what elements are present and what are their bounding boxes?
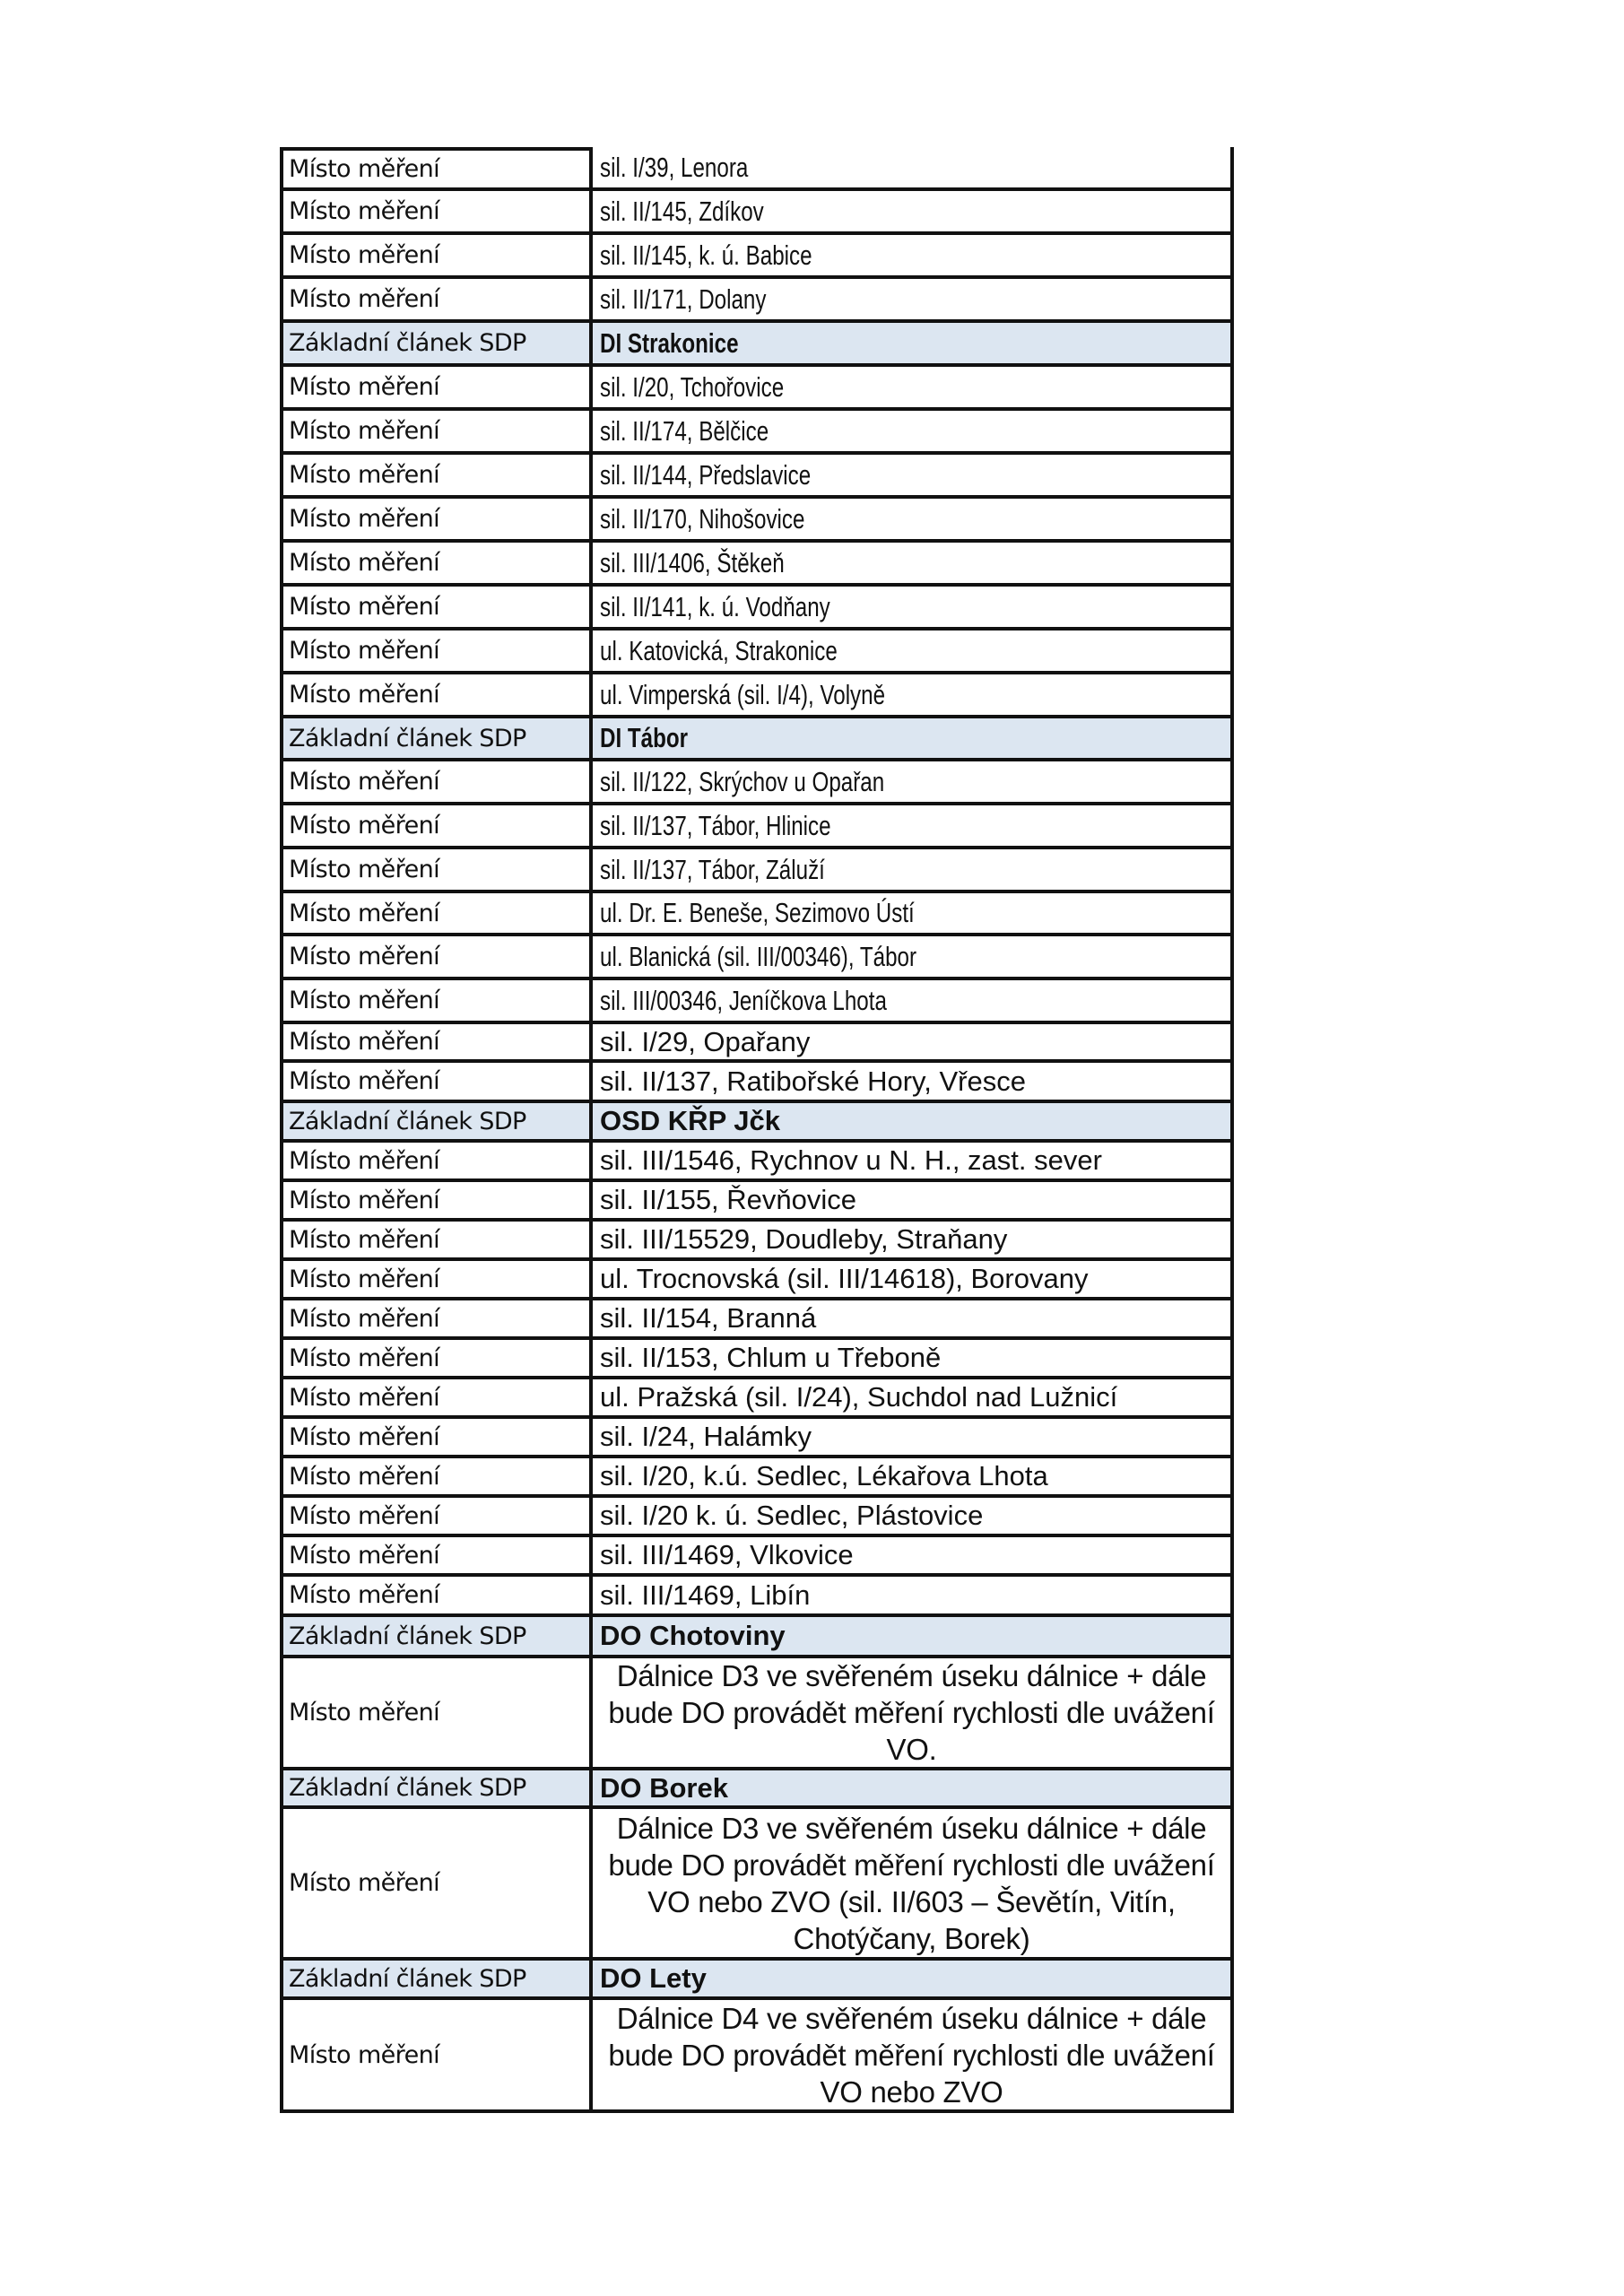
location-value: ul. Pražská (sil. I/24), Suchdol nad Lužnicí [600, 1381, 1118, 1413]
section-row [280, 1961, 1234, 2000]
table-row [280, 893, 1234, 936]
table-row [280, 936, 1234, 980]
location-value: sil. III/1469, Libín [600, 1578, 811, 1611]
location-value: sil. II/145, k. ú. Babice [600, 239, 812, 271]
section-label-cell [280, 1103, 589, 1143]
location-value: sil. II/137, Tábor, Hlinice [600, 809, 831, 841]
table-row [280, 499, 1234, 543]
location-label-cell [280, 367, 589, 411]
section-row [280, 718, 1234, 761]
row-label: Místo měření [289, 768, 439, 796]
location-label-cell [280, 279, 589, 323]
section-name-cell [589, 1770, 1234, 1809]
row-label: Základní článek SDP [289, 1107, 526, 1135]
location-label-cell [280, 849, 589, 893]
row-label: Základní článek SDP [289, 724, 526, 752]
row-label: Místo měření [289, 1344, 439, 1372]
section-label-cell [280, 1770, 589, 1809]
location-label-cell [280, 1300, 589, 1340]
location-description [608, 1658, 1214, 1768]
table-row [280, 1419, 1234, 1458]
location-value: sil. II/141, k. ú. Vodňany [600, 590, 830, 622]
location-label-cell [280, 761, 589, 805]
location-label-cell [280, 1379, 589, 1419]
row-label: Místo měření [289, 2040, 439, 2069]
location-label-cell [280, 2000, 589, 2113]
location-value-cell [589, 1809, 1234, 1961]
section-row [280, 323, 1234, 367]
location-value: sil. II/153, Chlum u Třeboně [600, 1342, 942, 1373]
location-value: sil. III/1546, Rychnov u N. H., zast. sever [600, 1144, 1102, 1176]
location-value-cell [589, 1143, 1234, 1182]
location-label-cell [280, 1024, 589, 1063]
location-value-cell [589, 1498, 1234, 1537]
row-label: Místo měření [289, 241, 439, 269]
location-value: sil. I/29, Opařany [600, 1025, 811, 1057]
location-value-cell [589, 761, 1234, 805]
table-row [280, 543, 1234, 587]
measurement-locations-table [280, 147, 1234, 2113]
table-row [280, 1063, 1234, 1103]
location-value-cell [589, 587, 1234, 631]
location-label-cell [280, 674, 589, 718]
row-label: Místo měření [289, 856, 439, 883]
table-row [280, 1182, 1234, 1222]
table-row [280, 1577, 1234, 1617]
row-label: Místo měření [289, 1304, 439, 1333]
location-label-cell [280, 543, 589, 587]
location-label-cell [280, 1222, 589, 1261]
location-value-cell [589, 191, 1234, 235]
row-label: Místo měření [289, 1146, 439, 1175]
section-row [280, 1617, 1234, 1658]
row-label: Místo měření [289, 593, 439, 621]
location-label-cell [280, 587, 589, 631]
location-value-cell [589, 411, 1234, 455]
table-row [280, 1340, 1234, 1379]
location-value-cell [589, 1300, 1234, 1340]
location-label-cell [280, 805, 589, 849]
row-label: Místo měření [289, 461, 439, 489]
table-row [280, 191, 1234, 235]
location-value-cell [589, 1024, 1234, 1063]
location-label-cell [280, 1498, 589, 1537]
table-row [280, 980, 1234, 1024]
table-row [280, 849, 1234, 893]
row-label: Místo měření [289, 285, 439, 313]
location-value-cell [589, 631, 1234, 674]
row-label: Místo měření [289, 1581, 439, 1609]
section-name-cell [589, 323, 1234, 367]
row-label: Místo měření [289, 417, 439, 445]
table-row [280, 587, 1234, 631]
location-label-cell [280, 235, 589, 279]
location-value: sil. I/24, Halámky [600, 1421, 812, 1452]
description-line: bude DO provádět měření rychlosti dle uvážení [608, 1848, 1215, 1882]
row-label: Místo měření [289, 1462, 439, 1491]
description-line: bude DO provádět měření rychlosti dle uvážení [608, 1696, 1215, 1729]
row-label: Místo měření [289, 549, 439, 577]
location-value: ul. Blanická (sil. III/00346), Tábor [600, 940, 917, 972]
row-label: Místo měření [289, 637, 439, 665]
table-row [280, 631, 1234, 674]
table-row [280, 235, 1234, 279]
location-value: sil. II/137, Tábor, Záluží [600, 853, 825, 885]
table-row [280, 1658, 1234, 1770]
section-label-cell [280, 1961, 589, 2000]
description-line: Chotýčany, Borek) [793, 1921, 1030, 1955]
location-label-cell [280, 1063, 589, 1103]
location-value-cell [589, 980, 1234, 1024]
table-row [280, 1498, 1234, 1537]
location-value: sil. II/144, Předslavice [600, 458, 812, 491]
location-value-cell [589, 279, 1234, 323]
location-label-cell [280, 893, 589, 936]
row-label: Místo měření [289, 197, 439, 225]
location-value-cell [589, 499, 1234, 543]
location-value: sil. I/39, Lenora [600, 151, 749, 183]
location-label-cell [280, 411, 589, 455]
description-line: Dálnice D3 ve svěřeném úseku dálnice + dále [616, 1659, 1207, 1692]
section-name-cell [589, 1617, 1234, 1658]
row-label: Základní článek SDP [289, 329, 526, 357]
table-row [280, 1222, 1234, 1261]
location-label-cell [280, 455, 589, 499]
location-value: sil. II/174, Bělčice [600, 414, 769, 447]
location-label-cell [280, 1809, 589, 1961]
location-description [608, 1810, 1214, 1957]
location-value-cell [589, 147, 1234, 191]
location-description [608, 2000, 1214, 2110]
row-label: Místo měření [289, 1869, 439, 1897]
table-row [280, 761, 1234, 805]
row-label: Základní článek SDP [289, 1622, 526, 1650]
section-name: DO Lety [600, 1962, 707, 1994]
table-row [280, 367, 1234, 411]
location-label-cell [280, 936, 589, 980]
location-value: ul. Dr. E. Beneše, Sezimovo Ústí [600, 897, 915, 928]
location-value-cell [589, 1063, 1234, 1103]
table-row [280, 279, 1234, 323]
table-row [280, 147, 1234, 191]
description-line: VO. [886, 1733, 937, 1766]
location-value-cell [589, 455, 1234, 499]
row-label: Místo měření [289, 1699, 439, 1726]
location-value-cell [589, 1419, 1234, 1458]
location-value-cell [589, 1379, 1234, 1419]
row-label: Místo měření [289, 1265, 439, 1293]
description-line: Dálnice D3 ve svěřeném úseku dálnice + dále [616, 1811, 1207, 1845]
location-label-cell [280, 1182, 589, 1222]
section-name: DO Chotoviny [600, 1620, 786, 1651]
location-value: ul. Vimperská (sil. I/4), Volyně [600, 678, 886, 710]
row-label: Místo měření [289, 1383, 439, 1412]
location-value: sil. II/155, Řevňovice [600, 1184, 857, 1215]
row-label: Místo měření [289, 505, 439, 533]
row-label: Místo měření [289, 681, 439, 709]
section-name: OSD KŘP Jčk [600, 1105, 781, 1136]
location-value: ul. Trocnovská (sil. III/14618), Borovany [600, 1263, 1089, 1294]
location-value: sil. III/1469, Vlkovice [600, 1539, 854, 1570]
table-row [280, 2000, 1234, 2113]
location-value-cell [589, 1182, 1234, 1222]
location-value-cell [589, 1261, 1234, 1300]
location-label-cell [280, 1261, 589, 1300]
section-label-cell [280, 323, 589, 367]
row-label: Místo měření [289, 155, 439, 183]
location-value: sil. I/20 k. ú. Sedlec, Plástovice [600, 1500, 984, 1531]
table-row [280, 1024, 1234, 1063]
location-value-cell [589, 1340, 1234, 1379]
location-value: sil. I/20, Tchořovice [600, 370, 785, 403]
location-value-cell [589, 849, 1234, 893]
location-value-cell [589, 235, 1234, 279]
table-row [280, 1458, 1234, 1498]
section-row [280, 1770, 1234, 1809]
row-label: Místo měření [289, 1186, 439, 1214]
row-label: Základní článek SDP [289, 1774, 526, 1802]
table-row [280, 1143, 1234, 1182]
row-label: Místo měření [289, 1541, 439, 1570]
section-name-cell [589, 1961, 1234, 2000]
location-value: sil. II/145, Zdíkov [600, 195, 764, 227]
location-label-cell [280, 191, 589, 235]
location-value-cell [589, 367, 1234, 411]
row-label: Místo měření [289, 1501, 439, 1530]
location-label-cell [280, 980, 589, 1024]
table-row [280, 1300, 1234, 1340]
location-value-cell [589, 674, 1234, 718]
location-value: sil. II/154, Branná [600, 1302, 817, 1334]
section-label-cell [280, 718, 589, 761]
row-label: Místo měření [289, 987, 439, 1014]
location-label-cell [280, 1143, 589, 1182]
location-label-cell [280, 631, 589, 674]
location-label-cell [280, 499, 589, 543]
location-value: sil. III/15529, Doudleby, Straňany [600, 1223, 1008, 1255]
row-label: Místo měření [289, 1028, 439, 1056]
section-name: DI Tábor [600, 722, 689, 753]
location-value-cell [589, 936, 1234, 980]
location-value-cell [589, 1658, 1234, 1770]
description-line: bude DO provádět měření rychlosti dle uvážení [608, 2038, 1215, 2072]
location-value: sil. III/00346, Jeníčkova Lhota [600, 984, 887, 1016]
location-label-cell [280, 1458, 589, 1498]
section-name: DI Strakonice [600, 326, 739, 359]
location-label-cell [280, 1340, 589, 1379]
location-value-cell [589, 2000, 1234, 2113]
table-row [280, 455, 1234, 499]
location-label-cell [280, 1419, 589, 1458]
row-label: Místo měření [289, 812, 439, 839]
table-row [280, 1537, 1234, 1577]
location-value: sil. I/20, k.ú. Sedlec, Lékařova Lhota [600, 1460, 1048, 1492]
description-line: Dálnice D4 ve svěřeném úseku dálnice + dále [616, 2001, 1207, 2035]
description-line: VO nebo ZVO (sil. II/603 – Ševětín, Vitín, [647, 1884, 1176, 1918]
location-value-cell [589, 1458, 1234, 1498]
table-row [280, 1379, 1234, 1419]
location-value-cell [589, 1222, 1234, 1261]
row-label: Místo měření [289, 899, 439, 927]
location-value: sil. III/1406, Štěkeň [600, 546, 785, 578]
location-label-cell [280, 147, 589, 191]
section-row [280, 1103, 1234, 1143]
row-label: Místo měření [289, 943, 439, 970]
location-value-cell [589, 805, 1234, 849]
section-name-cell [589, 1103, 1234, 1143]
description-line: VO nebo ZVO [820, 2074, 1003, 2109]
location-value: sil. II/170, Nihošovice [600, 502, 805, 535]
location-value-cell [589, 1577, 1234, 1617]
location-label-cell [280, 1658, 589, 1770]
table-row [280, 1261, 1234, 1300]
row-label: Místo měření [289, 1225, 439, 1254]
table-row [280, 1809, 1234, 1961]
location-value: ul. Katovická, Strakonice [600, 634, 838, 666]
location-value-cell [589, 893, 1234, 936]
row-label: Místo měření [289, 373, 439, 401]
section-label-cell [280, 1617, 589, 1658]
location-value: sil. II/171, Dolany [600, 283, 767, 315]
location-value-cell [589, 543, 1234, 587]
row-label: Místo měření [289, 1422, 439, 1451]
location-value: sil. II/122, Skrýchov u Opařan [600, 765, 885, 797]
location-label-cell [280, 1577, 589, 1617]
table-row [280, 805, 1234, 849]
row-label: Základní článek SDP [289, 1964, 526, 1993]
location-value-cell [589, 1537, 1234, 1577]
table-row [280, 411, 1234, 455]
section-name-cell [589, 718, 1234, 761]
location-label-cell [280, 1537, 589, 1577]
section-name: DO Borek [600, 1771, 728, 1804]
location-value: sil. II/137, Ratibořské Hory, Vřesce [600, 1065, 1026, 1097]
table-row [280, 674, 1234, 718]
row-label: Místo měření [289, 1067, 439, 1095]
